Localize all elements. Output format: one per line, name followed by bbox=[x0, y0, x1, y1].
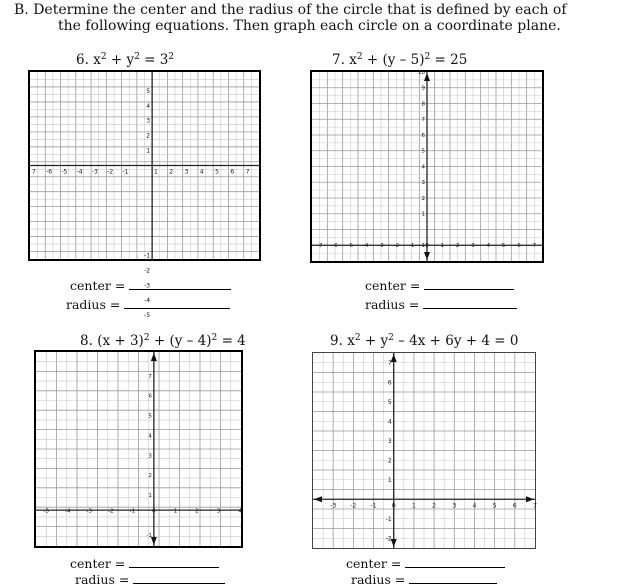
y-tick-label: 1 bbox=[146, 147, 151, 155]
y-tick-label: 8 bbox=[421, 101, 425, 108]
x-tick-label: -5 bbox=[61, 168, 68, 176]
y-tick-label: 5 bbox=[148, 413, 152, 420]
x-tick-label: -1 bbox=[122, 168, 129, 176]
center-label: center = bbox=[70, 556, 126, 571]
eq-part: x bbox=[347, 333, 355, 349]
x-tick-label: -2 bbox=[107, 168, 114, 176]
x-tick-label: -3 bbox=[86, 508, 93, 515]
y-tick-label: 3 bbox=[148, 453, 152, 460]
y-tick-label: 1 bbox=[421, 211, 425, 218]
y-tick-label: 2 bbox=[387, 457, 392, 465]
x-tick-label: 3 bbox=[452, 502, 457, 510]
y-tick-label: -2 bbox=[385, 535, 392, 543]
x-tick-label: -2 bbox=[350, 502, 357, 510]
y-tick-label: -1 bbox=[146, 532, 152, 539]
x-tick-label: -3 bbox=[330, 502, 337, 510]
problem-number: 8. bbox=[80, 333, 93, 349]
eq-part: + y bbox=[360, 333, 389, 349]
coordinate-plane-8[interactable] bbox=[34, 350, 243, 548]
y-tick-label: 7 bbox=[148, 373, 152, 380]
y-tick-label: 2 bbox=[421, 195, 425, 202]
y-tick-label: 3 bbox=[146, 117, 151, 125]
x-tick-label: 1 bbox=[411, 502, 416, 510]
problem-number: 9. bbox=[330, 333, 343, 349]
y-tick-label: -2 bbox=[144, 267, 151, 275]
x-tick-label: -4 bbox=[65, 508, 71, 515]
x-tick-label: 0 bbox=[391, 502, 396, 510]
x-tick-label: 4 bbox=[472, 502, 477, 510]
x-tick-label: 5 bbox=[501, 242, 506, 249]
eq-exponent: 2 bbox=[134, 52, 140, 62]
radius-blank[interactable] bbox=[409, 572, 497, 584]
x-tick-label: 7 bbox=[532, 242, 537, 249]
x-axis-arrow-left bbox=[314, 496, 322, 502]
center-answer-7[interactable] bbox=[365, 278, 514, 293]
eq-part: + (y – 5) bbox=[362, 52, 425, 68]
x-tick-label: 3 bbox=[216, 508, 221, 515]
x-tick-label: 3 bbox=[184, 168, 189, 176]
x-tick-label: 2 bbox=[455, 242, 460, 249]
y-tick-label: -5 bbox=[144, 312, 151, 320]
y-tick-label: 2 bbox=[146, 132, 151, 140]
eq-part: = 25 bbox=[430, 52, 468, 68]
x-tick-label: -1 bbox=[408, 242, 415, 249]
y-tick-label: 10 bbox=[418, 69, 425, 76]
x-tick-label: -4 bbox=[362, 242, 369, 249]
x-tick-label: 7 bbox=[31, 168, 36, 176]
radius-label: radius = bbox=[75, 572, 130, 587]
x-tick-label: 0 bbox=[425, 242, 429, 249]
y-tick-label: 1 bbox=[387, 476, 392, 484]
eq-exponent: 2 bbox=[211, 333, 218, 343]
eq-exponent: 2 bbox=[424, 52, 431, 62]
coordinate-plane-9[interactable] bbox=[312, 352, 536, 549]
x-tick-label: 5 bbox=[492, 502, 497, 510]
y-tick-label: 5 bbox=[146, 87, 151, 95]
x-tick-label: -5 bbox=[347, 242, 354, 249]
x-tick-label: -1 bbox=[370, 502, 377, 510]
x-tick-label: 7 bbox=[245, 168, 250, 176]
x-tick-label: 4 bbox=[238, 508, 242, 515]
radius-blank[interactable] bbox=[423, 297, 517, 309]
eq-exponent: 2 bbox=[388, 333, 394, 343]
y-tick-label: 7 bbox=[421, 117, 425, 124]
center-answer-9[interactable] bbox=[346, 556, 505, 571]
y-axis-arrow-up bbox=[151, 353, 157, 361]
y-tick-label: 5 bbox=[387, 398, 392, 406]
y-tick-label: 3 bbox=[387, 437, 392, 445]
center-answer-6[interactable] bbox=[70, 278, 231, 293]
x-tick-label: -3 bbox=[91, 168, 98, 176]
x-tick-label: 3 bbox=[471, 242, 475, 249]
y-tick-label: 3 bbox=[421, 180, 425, 187]
eq-part: x bbox=[93, 52, 101, 68]
y-tick-label: 4 bbox=[148, 433, 152, 440]
x-tick-label: 2 bbox=[432, 502, 437, 510]
y-axis-arrow-down bbox=[424, 252, 430, 260]
eq-part: – 4x + 6y + 4 = 0 bbox=[393, 333, 519, 349]
eq-part: x bbox=[349, 52, 357, 68]
x-tick-label: 6 bbox=[512, 502, 517, 510]
radius-answer-8[interactable] bbox=[75, 572, 225, 587]
y-tick-label: 7 bbox=[387, 359, 392, 367]
grid-svg bbox=[312, 69, 542, 261]
eq-part: = 4 bbox=[217, 333, 246, 349]
x-tick-label: 4 bbox=[199, 168, 204, 176]
eq-exponent: 2 bbox=[168, 52, 175, 62]
x-tick-label: 4 bbox=[486, 242, 491, 249]
center-blank[interactable] bbox=[129, 278, 231, 290]
y-tick-label: 6 bbox=[148, 393, 152, 400]
y-tick-label: 4 bbox=[146, 102, 151, 110]
y-tick-label: -1 bbox=[144, 252, 151, 260]
x-tick-label: 6 bbox=[230, 168, 235, 176]
x-tick-label: 7 bbox=[533, 502, 537, 510]
radius-label: radius = bbox=[365, 297, 420, 312]
y-tick-label: 5 bbox=[421, 148, 425, 155]
y-tick-label: 1 bbox=[148, 493, 152, 500]
x-tick-label: 2 bbox=[195, 508, 199, 515]
eq-exponent: 2 bbox=[354, 333, 361, 343]
y-tick-label: -1 bbox=[385, 515, 392, 523]
x-tick-label: -4 bbox=[76, 168, 83, 176]
center-blank[interactable] bbox=[424, 278, 514, 290]
eq-part: + y bbox=[106, 52, 135, 68]
x-tick-label: 6 bbox=[517, 242, 521, 249]
eq-part: (x + 3) bbox=[97, 333, 144, 349]
radius-label: radius = bbox=[351, 572, 406, 587]
problem-number: 6. bbox=[76, 52, 89, 68]
x-tick-label: -6 bbox=[46, 168, 53, 176]
y-tick-label: 4 bbox=[421, 164, 425, 171]
radius-blank[interactable] bbox=[133, 572, 225, 584]
eq-exponent: 2 bbox=[143, 333, 150, 343]
y-tick-label: 4 bbox=[387, 418, 392, 426]
x-tick-label: 5 bbox=[215, 168, 219, 176]
radius-answer-7[interactable] bbox=[365, 297, 517, 312]
y-tick-label: -1 bbox=[419, 243, 425, 250]
x-tick-label: 1 bbox=[440, 242, 445, 249]
eq-part: + (y – 4) bbox=[149, 333, 212, 349]
instructions bbox=[14, 2, 609, 34]
x-tick-label: -2 bbox=[393, 242, 400, 249]
x-tick-label: -7 bbox=[316, 242, 323, 249]
x-tick-label: -3 bbox=[378, 242, 384, 249]
equation-8 bbox=[80, 333, 246, 349]
x-tick-label: 1 bbox=[154, 168, 158, 176]
grid-svg bbox=[36, 352, 241, 546]
x-tick-label: -6 bbox=[332, 242, 338, 249]
instructions-line-2: the following equations. Then graph each circle on a coordinate plane. bbox=[58, 18, 561, 34]
radius-blank[interactable] bbox=[124, 297, 230, 309]
radius-answer-9[interactable] bbox=[351, 572, 497, 587]
y-tick-label: 2 bbox=[148, 473, 152, 480]
y-tick-label: 6 bbox=[387, 379, 392, 387]
problem-number: 7. bbox=[332, 52, 345, 68]
x-tick-label: -2 bbox=[108, 508, 114, 515]
center-label: center = bbox=[365, 278, 421, 293]
x-tick-label: -1 bbox=[129, 508, 136, 515]
center-label: center = bbox=[70, 278, 126, 293]
x-tick-label: 0 bbox=[152, 508, 156, 515]
center-answer-8[interactable] bbox=[70, 556, 219, 571]
x-tick-label: -5 bbox=[43, 508, 49, 515]
y-tick-label: 9 bbox=[421, 85, 425, 92]
center-blank[interactable] bbox=[129, 556, 219, 568]
eq-part: = 3 bbox=[139, 52, 169, 68]
radius-answer-6[interactable] bbox=[66, 297, 230, 312]
eq-exponent: 2 bbox=[356, 52, 363, 62]
coordinate-plane-7[interactable] bbox=[310, 70, 544, 263]
y-tick-label: 6 bbox=[421, 132, 425, 139]
x-tick-label: 2 bbox=[169, 168, 174, 176]
radius-label: radius = bbox=[66, 297, 121, 312]
equation-9 bbox=[330, 333, 518, 349]
center-label: center = bbox=[346, 556, 402, 571]
y-tick-label: -3 bbox=[144, 282, 151, 290]
equation-6 bbox=[76, 52, 174, 68]
y-tick-label: -4 bbox=[144, 297, 151, 305]
x-tick-label: 1 bbox=[173, 508, 178, 515]
eq-exponent: 2 bbox=[100, 52, 107, 62]
instructions-line-1: B. Determine the center and the radius of the circle that is defined by each of bbox=[14, 2, 567, 18]
grid-svg bbox=[313, 353, 535, 548]
center-blank[interactable] bbox=[405, 556, 505, 568]
equation-7 bbox=[332, 52, 467, 68]
